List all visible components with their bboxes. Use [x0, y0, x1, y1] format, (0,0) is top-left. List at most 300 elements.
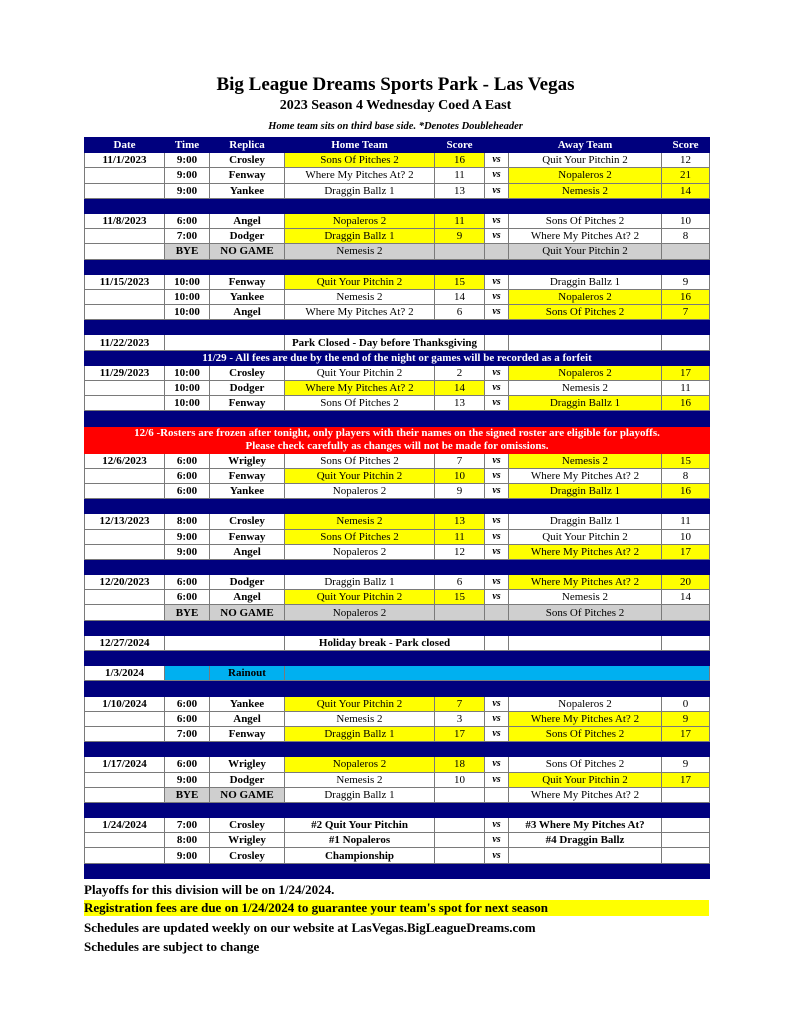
away-score: 16 — [662, 396, 710, 411]
game-row — [85, 544, 710, 559]
separator-cell — [85, 198, 710, 213]
field-name: Yankee — [210, 696, 285, 711]
game-row — [85, 696, 710, 711]
separator-cell — [85, 499, 710, 514]
field-name: NO GAME — [210, 605, 285, 620]
separator-cell — [85, 320, 710, 335]
away-team: Quit Your Pitchin 2 — [509, 244, 662, 259]
separator-row — [85, 620, 710, 635]
separator-row — [85, 802, 710, 817]
header-date: Date — [85, 138, 165, 153]
away-score — [662, 818, 710, 833]
home-score: 7 — [435, 453, 485, 468]
separator-row — [85, 198, 710, 213]
row-date: 11/8/2023 — [85, 213, 165, 228]
vs-label: vs — [485, 544, 509, 559]
game-time: 7:00 — [165, 818, 210, 833]
row-date — [85, 229, 165, 244]
home-team: Sons Of Pitches 2 — [285, 453, 435, 468]
game-time: 6:00 — [165, 711, 210, 726]
roster-alert-cell — [85, 426, 710, 453]
game-row — [85, 848, 710, 863]
row-date — [85, 396, 165, 411]
vs-label: vs — [485, 483, 509, 498]
game-time: BYE — [165, 787, 210, 802]
game-time: 6:00 — [165, 575, 210, 590]
vs-label: vs — [485, 229, 509, 244]
away-score: 10 — [662, 529, 710, 544]
closure-text: Holiday break - Park closed — [285, 635, 485, 650]
footer-playoffs: Playoffs for this division will be on 1/24/2024. — [84, 882, 335, 897]
vs-label: vs — [485, 468, 509, 483]
home-score: 7 — [435, 696, 485, 711]
field-name: Angel — [210, 711, 285, 726]
away-team: Sons Of Pitches 2 — [509, 213, 662, 228]
vs-label — [485, 605, 509, 620]
game-time: 6:00 — [165, 213, 210, 228]
game-time: 7:00 — [165, 229, 210, 244]
away-score: 0 — [662, 696, 710, 711]
field-name: Yankee — [210, 289, 285, 304]
field-name: Fenway — [210, 529, 285, 544]
game-time: 9:00 — [165, 772, 210, 787]
game-row — [85, 590, 710, 605]
announcement-text: 11/29 - All fees are due by the end of the night or games will be recorded as a forfeit — [85, 350, 710, 365]
game-time: 10:00 — [165, 396, 210, 411]
row-date: 12/13/2023 — [85, 514, 165, 529]
home-team: Nopaleros 2 — [285, 483, 435, 498]
home-score: 11 — [435, 529, 485, 544]
vs-label: vs — [485, 381, 509, 396]
row-date — [85, 711, 165, 726]
home-team: Draggin Ballz 1 — [285, 575, 435, 590]
away-score: 8 — [662, 229, 710, 244]
home-team: Quit Your Pitchin 2 — [285, 274, 435, 289]
rainout-row — [85, 666, 710, 681]
field-name: Crosley — [210, 848, 285, 863]
row-date: 12/20/2023 — [85, 575, 165, 590]
game-row — [85, 514, 710, 529]
game-row — [85, 575, 710, 590]
vs-label — [485, 787, 509, 802]
field-name: Dodger — [210, 772, 285, 787]
field-name: Angel — [210, 213, 285, 228]
home-score: 13 — [435, 514, 485, 529]
away-team: Nopaleros 2 — [509, 696, 662, 711]
field-name: Dodger — [210, 381, 285, 396]
home-team: Nemesis 2 — [285, 244, 435, 259]
away-score — [662, 833, 710, 848]
footer-disclaimer: Schedules are subject to change — [84, 939, 260, 954]
game-row — [85, 396, 710, 411]
home-team: Where My Pitches At? 2 — [285, 381, 435, 396]
away-team: Draggin Ballz 1 — [509, 483, 662, 498]
home-score — [435, 244, 485, 259]
game-time: 7:00 — [165, 726, 210, 741]
field-name: Fenway — [210, 168, 285, 183]
home-score: 13 — [435, 396, 485, 411]
separator-row — [85, 499, 710, 514]
field-name: Fenway — [210, 274, 285, 289]
away-team: Sons Of Pitches 2 — [509, 726, 662, 741]
closure-text: Park Closed - Day before Thanksgiving — [285, 335, 485, 350]
vs-label: vs — [485, 818, 509, 833]
vs-label: vs — [485, 289, 509, 304]
vs-label: vs — [485, 757, 509, 772]
field-name: Fenway — [210, 468, 285, 483]
away-score: 15 — [662, 453, 710, 468]
game-row — [85, 365, 710, 380]
home-team: Draggin Ballz 1 — [285, 183, 435, 198]
field-name: Angel — [210, 305, 285, 320]
row-date: 1/24/2024 — [85, 818, 165, 833]
home-team: Sons Of Pitches 2 — [285, 153, 435, 168]
home-score: 2 — [435, 365, 485, 380]
game-row — [85, 468, 710, 483]
row-date — [85, 483, 165, 498]
home-team: Championship — [285, 848, 435, 863]
rain-cell — [285, 666, 710, 681]
table-header — [85, 138, 710, 153]
away-team: Where My Pitches At? 2 — [509, 468, 662, 483]
game-time: 10:00 — [165, 381, 210, 396]
header-away-score: Score — [662, 138, 710, 153]
row-date: 1/17/2024 — [85, 757, 165, 772]
game-time: 9:00 — [165, 544, 210, 559]
game-time: BYE — [165, 605, 210, 620]
row-date — [85, 544, 165, 559]
home-score: 14 — [435, 289, 485, 304]
game-time: 9:00 — [165, 848, 210, 863]
field-name: Wrigley — [210, 757, 285, 772]
separator-cell — [85, 259, 710, 274]
game-time: 10:00 — [165, 305, 210, 320]
footer-website: Schedules are updated weekly on our website at LasVegas.BigLeagueDreams.com — [84, 920, 536, 935]
game-row — [85, 168, 710, 183]
vs-label: vs — [485, 772, 509, 787]
vs-label: vs — [485, 726, 509, 741]
away-score: 7 — [662, 305, 710, 320]
away-score: 9 — [662, 757, 710, 772]
away-score: 17 — [662, 726, 710, 741]
row-date — [85, 244, 165, 259]
closure-row — [85, 335, 710, 350]
home-score: 17 — [435, 726, 485, 741]
away-score: 21 — [662, 168, 710, 183]
field-name: NO GAME — [210, 244, 285, 259]
bye-row — [85, 787, 710, 802]
home-score: 9 — [435, 229, 485, 244]
away-team: Sons Of Pitches 2 — [509, 757, 662, 772]
away-team: Draggin Ballz 1 — [509, 514, 662, 529]
home-score: 16 — [435, 153, 485, 168]
page-note: Home team sits on third base side. *Denotes Doubleheader — [268, 121, 523, 132]
game-row — [85, 381, 710, 396]
game-row — [85, 483, 710, 498]
separator-row — [85, 651, 710, 666]
vs-label: vs — [485, 848, 509, 863]
row-date: 1/10/2024 — [85, 696, 165, 711]
away-score: 17 — [662, 772, 710, 787]
game-time: 9:00 — [165, 183, 210, 198]
separator-row — [85, 320, 710, 335]
game-row — [85, 213, 710, 228]
game-time: 8:00 — [165, 833, 210, 848]
header-away-team: Away Team — [509, 138, 662, 153]
schedule-body — [85, 153, 710, 879]
home-team: #1 Nopaleros — [285, 833, 435, 848]
vs-label: vs — [485, 365, 509, 380]
away-score: 17 — [662, 544, 710, 559]
game-row — [85, 726, 710, 741]
vs-label: vs — [485, 575, 509, 590]
away-score — [662, 244, 710, 259]
announcement-row — [85, 350, 710, 365]
separator-cell — [85, 411, 710, 426]
away-team: Nemesis 2 — [509, 453, 662, 468]
away-team: Nemesis 2 — [509, 381, 662, 396]
away-score: 10 — [662, 213, 710, 228]
home-team: Quit Your Pitchin 2 — [285, 468, 435, 483]
away-score — [662, 787, 710, 802]
home-score: 10 — [435, 468, 485, 483]
home-score: 3 — [435, 711, 485, 726]
row-date — [85, 772, 165, 787]
game-time: BYE — [165, 244, 210, 259]
row-date — [85, 468, 165, 483]
home-score: 14 — [435, 381, 485, 396]
game-time: 10:00 — [165, 289, 210, 304]
away-team: Quit Your Pitchin 2 — [509, 772, 662, 787]
home-team: Sons Of Pitches 2 — [285, 396, 435, 411]
home-team: #2 Quit Your Pitchin — [285, 818, 435, 833]
header-home-score: Score — [435, 138, 485, 153]
game-row — [85, 183, 710, 198]
vs-label: vs — [485, 274, 509, 289]
empty-cell — [165, 635, 285, 650]
row-date — [85, 305, 165, 320]
home-score: 12 — [435, 544, 485, 559]
home-score: 11 — [435, 168, 485, 183]
vs-label: vs — [485, 396, 509, 411]
game-time: 10:00 — [165, 365, 210, 380]
away-team: Draggin Ballz 1 — [509, 396, 662, 411]
separator-row — [85, 411, 710, 426]
away-team: #3 Where My Pitches At? — [509, 818, 662, 833]
away-score — [662, 848, 710, 863]
away-team: Where My Pitches At? 2 — [509, 544, 662, 559]
away-team: Where My Pitches At? 2 — [509, 787, 662, 802]
empty-cell — [662, 335, 710, 350]
home-score: 6 — [435, 305, 485, 320]
rain-cell — [165, 666, 210, 681]
empty-cell — [509, 335, 662, 350]
separator-cell — [85, 802, 710, 817]
roster-alert-line1: 12/6 -Rosters are frozen after tonight, only players with their names on the signed roster are eligible for playoffs. — [134, 426, 660, 439]
empty-cell — [662, 635, 710, 650]
away-team: Where My Pitches At? 2 — [509, 575, 662, 590]
row-date — [85, 787, 165, 802]
closure-row — [85, 635, 710, 650]
separator-cell — [85, 559, 710, 574]
field-name: Crosley — [210, 153, 285, 168]
away-score: 12 — [662, 153, 710, 168]
home-team: Nemesis 2 — [285, 772, 435, 787]
away-score: 11 — [662, 381, 710, 396]
field-name: Dodger — [210, 575, 285, 590]
game-row — [85, 818, 710, 833]
separator-cell — [85, 681, 710, 696]
game-row — [85, 772, 710, 787]
vs-label: vs — [485, 590, 509, 605]
field-name: Wrigley — [210, 833, 285, 848]
bye-row — [85, 244, 710, 259]
header-home-team: Home Team — [285, 138, 435, 153]
away-score: 16 — [662, 289, 710, 304]
page-subtitle: 2023 Season 4 Wednesday Coed A East — [279, 98, 512, 113]
vs-label: vs — [485, 183, 509, 198]
bye-row — [85, 605, 710, 620]
away-score: 9 — [662, 711, 710, 726]
field-name: Yankee — [210, 183, 285, 198]
home-score: 9 — [435, 483, 485, 498]
game-row — [85, 229, 710, 244]
field-name: Angel — [210, 590, 285, 605]
field-name: Crosley — [210, 365, 285, 380]
row-date: 12/6/2023 — [85, 453, 165, 468]
away-team: #4 Draggin Ballz — [509, 833, 662, 848]
game-row — [85, 274, 710, 289]
row-date — [85, 381, 165, 396]
home-team: Draggin Ballz 1 — [285, 229, 435, 244]
away-team: Where My Pitches At? 2 — [509, 711, 662, 726]
roster-alert-line2: Please check carefully as changes will not be made for omissions. — [245, 439, 549, 452]
separator-row — [85, 559, 710, 574]
home-team: Draggin Ballz 1 — [285, 726, 435, 741]
home-team: Nopaleros 2 — [285, 544, 435, 559]
away-team: Quit Your Pitchin 2 — [509, 529, 662, 544]
away-score: 20 — [662, 575, 710, 590]
home-team: Quit Your Pitchin 2 — [285, 696, 435, 711]
home-score — [435, 605, 485, 620]
home-score: 10 — [435, 772, 485, 787]
game-time: 6:00 — [165, 696, 210, 711]
page-title: Big League Dreams Sports Park - Las Vegas — [216, 74, 575, 95]
game-row — [85, 305, 710, 320]
separator-row — [85, 863, 710, 878]
game-time: 6:00 — [165, 468, 210, 483]
vs-label: vs — [485, 213, 509, 228]
home-team: Nemesis 2 — [285, 289, 435, 304]
separator-cell — [85, 742, 710, 757]
game-time: 6:00 — [165, 757, 210, 772]
game-time: 6:00 — [165, 453, 210, 468]
game-row — [85, 153, 710, 168]
home-team: Nopaleros 2 — [285, 213, 435, 228]
game-row — [85, 711, 710, 726]
field-name: Angel — [210, 544, 285, 559]
away-score — [662, 605, 710, 620]
field-name: NO GAME — [210, 787, 285, 802]
vs-label: vs — [485, 453, 509, 468]
away-score: 14 — [662, 590, 710, 605]
game-row — [85, 453, 710, 468]
vs-label: vs — [485, 833, 509, 848]
separator-row — [85, 681, 710, 696]
away-score: 9 — [662, 274, 710, 289]
away-team: Sons Of Pitches 2 — [509, 305, 662, 320]
field-name: Yankee — [210, 483, 285, 498]
header-vs — [485, 138, 509, 153]
row-date: 11/1/2023 — [85, 153, 165, 168]
away-score: 8 — [662, 468, 710, 483]
vs-label: vs — [485, 153, 509, 168]
game-row — [85, 757, 710, 772]
header-time: Time — [165, 138, 210, 153]
home-team: Nopaleros 2 — [285, 757, 435, 772]
game-time: 8:00 — [165, 514, 210, 529]
home-score: 15 — [435, 590, 485, 605]
vs-label: vs — [485, 696, 509, 711]
row-date: 12/27/2024 — [85, 635, 165, 650]
separator-cell — [85, 651, 710, 666]
separator-cell — [85, 863, 710, 878]
empty-cell — [509, 635, 662, 650]
separator-row — [85, 259, 710, 274]
row-date — [85, 529, 165, 544]
away-team — [509, 848, 662, 863]
home-team: Quit Your Pitchin 2 — [285, 365, 435, 380]
home-score: 6 — [435, 575, 485, 590]
home-team: Nopaleros 2 — [285, 605, 435, 620]
field-name: Crosley — [210, 818, 285, 833]
field-name: Wrigley — [210, 453, 285, 468]
home-score: 13 — [435, 183, 485, 198]
away-team: Where My Pitches At? 2 — [509, 229, 662, 244]
row-date: 11/15/2023 — [85, 274, 165, 289]
rainout-label: Rainout — [210, 666, 285, 681]
home-team: Sons Of Pitches 2 — [285, 529, 435, 544]
row-date: 11/29/2023 — [85, 365, 165, 380]
empty-cell — [485, 635, 509, 650]
away-team: Quit Your Pitchin 2 — [509, 153, 662, 168]
away-team: Draggin Ballz 1 — [509, 274, 662, 289]
empty-cell — [485, 335, 509, 350]
roster-alert-row — [85, 426, 710, 453]
home-team: Nemesis 2 — [285, 711, 435, 726]
home-team: Quit Your Pitchin 2 — [285, 590, 435, 605]
row-date — [85, 168, 165, 183]
row-date: 1/3/2024 — [85, 666, 165, 681]
header-replica: Replica — [210, 138, 285, 153]
field-name: Fenway — [210, 396, 285, 411]
game-time: 6:00 — [165, 590, 210, 605]
home-score: 11 — [435, 213, 485, 228]
row-date — [85, 848, 165, 863]
row-date: 11/22/2023 — [85, 335, 165, 350]
away-team: Nopaleros 2 — [509, 365, 662, 380]
game-time: 9:00 — [165, 529, 210, 544]
separator-row — [85, 742, 710, 757]
footer-registration: Registration fees are due on 1/24/2024 to guarantee your team's spot for next season — [84, 900, 709, 916]
game-row — [85, 289, 710, 304]
field-name: Fenway — [210, 726, 285, 741]
game-time: 6:00 — [165, 483, 210, 498]
away-team: Nopaleros 2 — [509, 289, 662, 304]
field-name: Crosley — [210, 514, 285, 529]
game-time: 9:00 — [165, 153, 210, 168]
vs-label: vs — [485, 168, 509, 183]
